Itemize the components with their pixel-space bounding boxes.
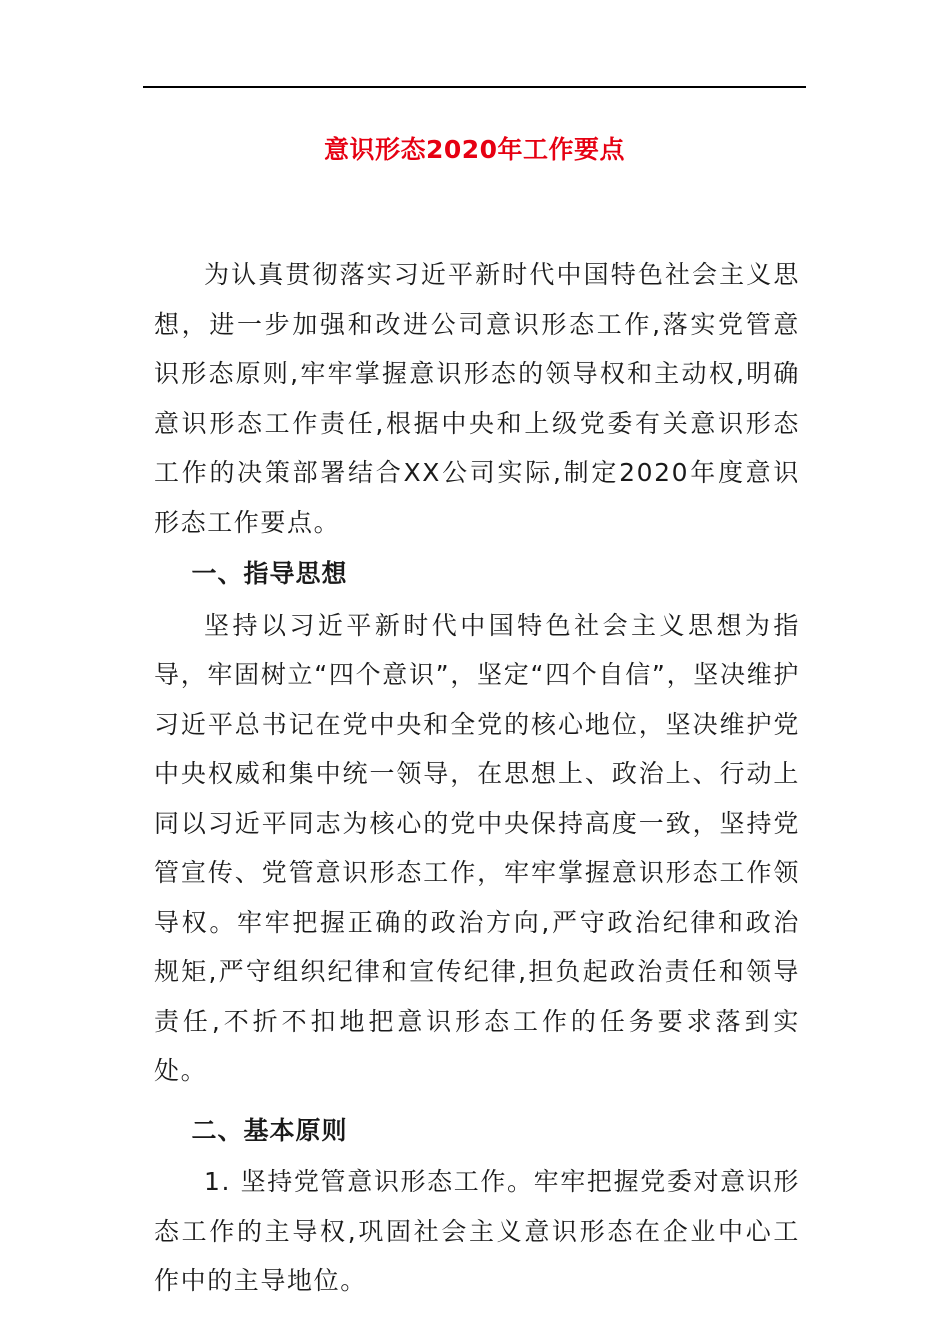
document-title: 意识形态2020年工作要点 <box>323 135 626 164</box>
intro-paragraph: 为认真贯彻落实习近平新时代中国特色社会主义思想，进一步加强和改进公司意识形态工作,落实党管意识形态原则,牢牢掌握意识形态的领导权和主动权,明确意识形态工作责任,根据中央和上级党委有关意识形态工作的决策部署结合XX公司实际,制定2020年度意识形态工作要点。 <box>154 260 800 537</box>
document-body <box>154 250 800 1306</box>
section-heading-guiding-thought: 一、指导思想 <box>191 559 348 588</box>
section-body-basic-principles: 1. 坚持党管意识形态工作。牢牢把握党委对意识形态工作的主导权,巩固社会主义意识形态在企业中心工作中的主导地位。 <box>154 1167 800 1295</box>
header-rule <box>143 86 806 88</box>
section-heading-basic-principles: 二、基本原则 <box>191 1115 348 1145</box>
section-body-guiding-thought: 坚持以习近平新时代中国特色社会主义思想为指导，牢固树立“四个意识”，坚定“四个自信”，坚决维护习近平总书记在党中央和全党的核心地位，坚决维护党中央权威和集中统一领导，在思想上、政治上、行动上同以习近平同志为核心的党中央保持高度一致，坚持党管宣传、党管意识形态工作，牢牢掌握意识形态工作领导权。牢牢把握正确的政治方向,严守政治纪律和政治规矩,严守组织纪律和宣传纪律,担负起政治责任和领导责任,不折不扣地把意识形态工作的任务要求落到实处。 <box>154 610 800 1085</box>
